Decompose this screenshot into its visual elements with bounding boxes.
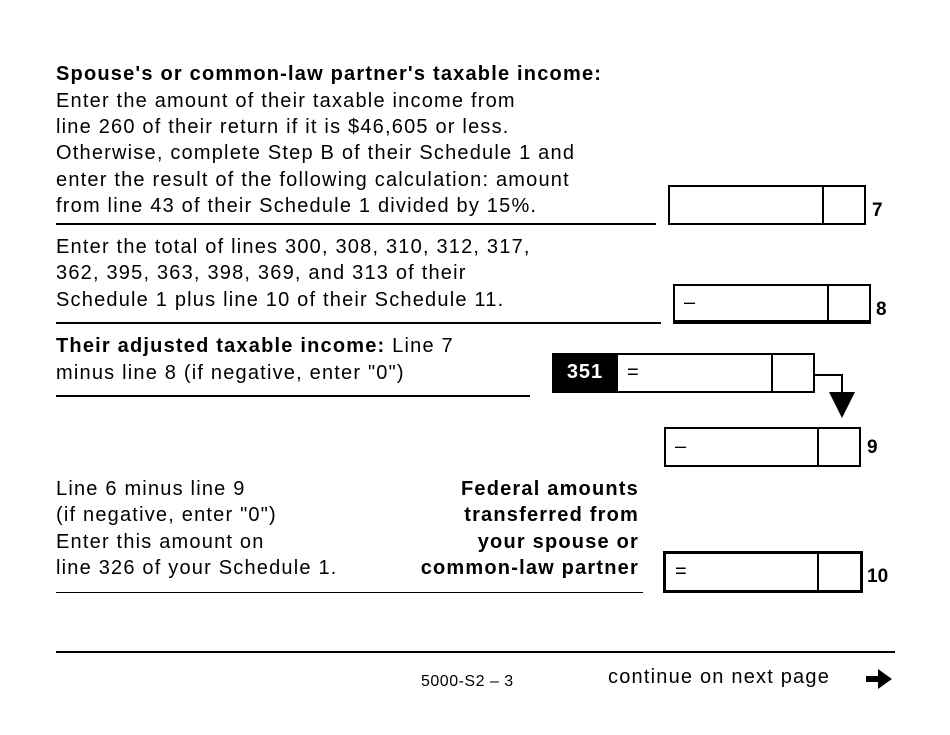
line7-cents-divider [822, 187, 824, 223]
section8-text-line-1: Enter the total of lines 300, 308, 310, 312, 317, [56, 236, 531, 258]
line8-amount-field[interactable] [673, 284, 871, 324]
section10-title-line-2: transferred from [464, 504, 639, 526]
section8-divider [56, 322, 661, 324]
line8-number: 8 [876, 299, 887, 320]
section9-divider [56, 395, 530, 397]
section7-text-line-3: Otherwise, complete Step B of their Schedule 1 and [56, 142, 576, 164]
line9-cents-divider [817, 429, 819, 465]
line10-amount-field[interactable] [663, 551, 863, 593]
section8-text-line-2: 362, 395, 363, 398, 369, and 313 of their [56, 262, 467, 284]
arrow-right-icon [864, 666, 894, 692]
section7-text-line-1: Enter the amount of their taxable income from [56, 90, 516, 112]
line9-minus-sign: – [675, 435, 687, 458]
line9-number: 9 [867, 437, 878, 458]
section9-text-line-2: minus line 8 (if negative, enter "0") [56, 362, 405, 384]
line10-cents-divider [817, 554, 819, 590]
section10-left-line-3: Enter this amount on [56, 531, 265, 553]
section9-text-line-1 [56, 333, 454, 359]
form-page-id: 5000-S2 – 3 [421, 673, 514, 690]
section7-heading: Spouse's or common-law partner's taxable income: [56, 63, 603, 85]
section7-text-line-4: enter the result of the following calculation: amount [56, 169, 570, 191]
continue-text: continue on next page [608, 666, 831, 688]
line10-equals-sign: = [675, 560, 687, 583]
line351-code-badge: 351 [552, 353, 618, 393]
section10-left-line-4: line 326 of your Schedule 1. [56, 557, 338, 579]
section7-divider [56, 223, 656, 225]
section9-heading: Their adjusted taxable income: [56, 335, 386, 357]
section7-text-line-2: line 260 of their return if it is $46,605 or less. [56, 116, 510, 138]
line7-number: 7 [872, 200, 883, 221]
section10-left-line-2: (if negative, enter "0") [56, 504, 277, 526]
carry-down-arrow-icon [812, 370, 862, 420]
line351-amount-field[interactable] [616, 353, 815, 393]
section10-title-line-3: your spouse or [477, 531, 639, 553]
section8-text-line-3: Schedule 1 plus line 10 of their Schedule 11. [56, 289, 505, 311]
line8-cents-divider [827, 286, 829, 320]
section10-left-line-1: Line 6 minus line 9 [56, 478, 246, 500]
section10-title-line-1: Federal amounts [460, 478, 639, 500]
line10-number: 10 [867, 566, 889, 587]
section10-divider [56, 592, 643, 593]
section10-title-line-4: common-law partner [420, 557, 639, 579]
line7-amount-field[interactable] [668, 185, 866, 225]
line8-minus-sign: – [684, 291, 696, 314]
section9-heading-rest: Line 7 [385, 335, 454, 357]
line351-equals-sign: = [627, 361, 639, 384]
line9-amount-field[interactable] [664, 427, 861, 467]
section7-text-line-5: from line 43 of their Schedule 1 divided by 15%. [56, 195, 538, 217]
line351-cents-divider [771, 355, 773, 391]
footer-divider [56, 651, 895, 653]
